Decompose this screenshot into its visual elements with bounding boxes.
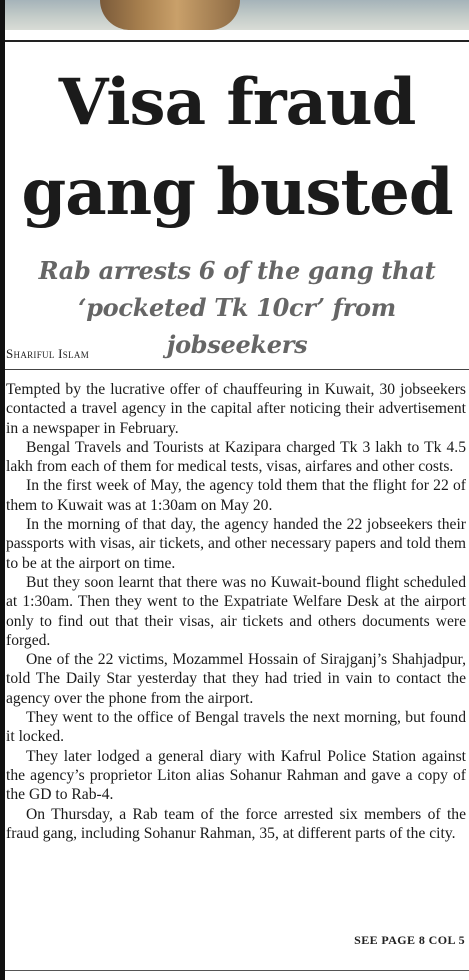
photo-figure xyxy=(100,0,240,30)
paragraph-2: Bengal Travels and Tourists at Kazipara charged Tk 3 lakh to Tk 4.5 lakh from each of them for medical tests, visas, airfares and other costs. xyxy=(6,438,466,476)
article-body xyxy=(6,380,466,843)
headline xyxy=(5,58,469,238)
photo-crop xyxy=(5,0,469,30)
continuation-jump-line: SEE PAGE 8 COL 5 xyxy=(354,933,465,947)
paragraph-5: But they soon learnt that there was no Kuwait-bound flight scheduled at 1:30am. Then they went to the Expatriate Welfare Desk at the airport only to find out that their visas, air tickets and others documents were forged. xyxy=(6,573,466,649)
byline: Shariful Islam xyxy=(6,346,90,361)
paragraph-8: They later lodged a general diary with Kafrul Police Station against the agency’s proprietor Liton alias Sohanur Rahman and gave a copy of the GD to Rab-4. xyxy=(6,747,466,804)
subheadline-line-2: ‘pocketed Tk 10cr’ from jobseekers xyxy=(78,293,396,359)
paragraph-6: One of the 22 victims, Mozammel Hossain of Sirajganj’s Shahjadpur, told The Daily Star yesterday that they had tried in vain to contact the agency over the phone from the airport. xyxy=(6,651,466,707)
paragraph-4: In the morning of that day, the agency handed the 22 jobseekers their passports with visas, air tickets, and other necessary papers and told them to be at the airport on time. xyxy=(6,516,466,572)
headline-line-2: gang busted xyxy=(21,155,453,230)
paragraph-9: On Thursday, a Rab team of the force arrested six members of the fraud gang, including Sohanur Rahman, 35, at different parts of the city. xyxy=(6,805,466,842)
bottom-rule xyxy=(5,970,469,971)
paragraph-7: They went to the office of Bengal travels the next morning, but found it locked. xyxy=(6,709,466,746)
subheadline-line-1: Rab arrests 6 of the gang that xyxy=(38,256,436,285)
paragraph-1: Tempted by the lucrative offer of chauffeuring in Kuwait, 30 jobseekers contacted a travel agency in the capital after noticing their advertisement in a newspaper in February. xyxy=(6,381,466,437)
top-rule xyxy=(5,40,469,42)
byline-rule xyxy=(5,369,469,370)
paragraph-3: In the first week of May, the agency told them that the flight for 22 of them to Kuwait was at 1:30am on May 20. xyxy=(6,477,466,514)
headline-line-1: Visa fraud xyxy=(58,65,416,140)
